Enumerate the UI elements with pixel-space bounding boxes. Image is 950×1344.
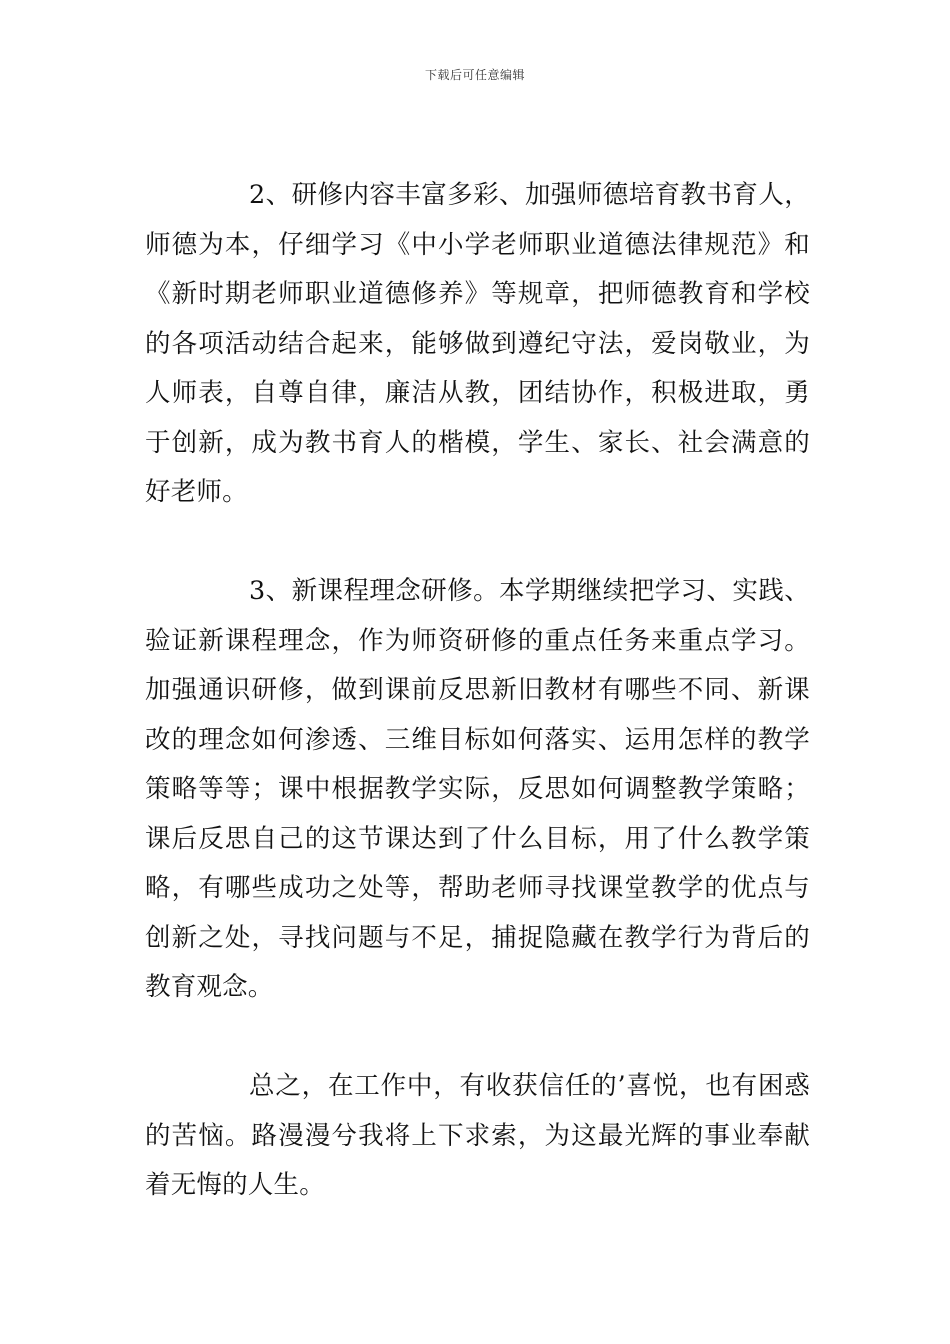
paragraph-teacher-ethics: 2、研修内容丰富多彩、加强师德培育教书育人，师德为本，仔细学习《中小学老师职业道德法律规范》和《新时期老师职业道德修养》等规章，把师德教育和学校的各项活动结合起来，能够做到遵纪守法，爱岗敬业，为人师表，自尊自律，廉洁从教，团结协作，积极进取，勇于创新，成为教书育人的楷模，学生、家长、社会满意的好老师。	[145, 180, 810, 507]
paragraph-new-curriculum: 3、新课程理念研修。本学期继续把学习、实践、验证新课程理念，作为师资研修的重点任务来重点学习。加强通识研修，做到课前反思新旧教材有哪些不同、新课改的理念如何渗透、三维目标如何落实、运用怎样的教学策略等等；课中根据教学实际，反思如何调整教学策略；课后反思自己的这节课达到了什么目标，用了什么教学策略，有哪些成功之处等，帮助老师寻找课堂教学的优点与创新之处，寻找问题与不足，捕捉隐藏在教学行为背后的教育观念。	[145, 576, 810, 1002]
paragraph-conclusion: 总之，在工作中，有收获信任的’喜悦，也有困惑的苦恼。路漫漫兮我将上下求索，为这最光辉的事业奉献着无悔的人生。	[145, 1071, 810, 1200]
document-body	[145, 171, 810, 1211]
page-header: 下载后可任意编辑	[424, 68, 525, 82]
